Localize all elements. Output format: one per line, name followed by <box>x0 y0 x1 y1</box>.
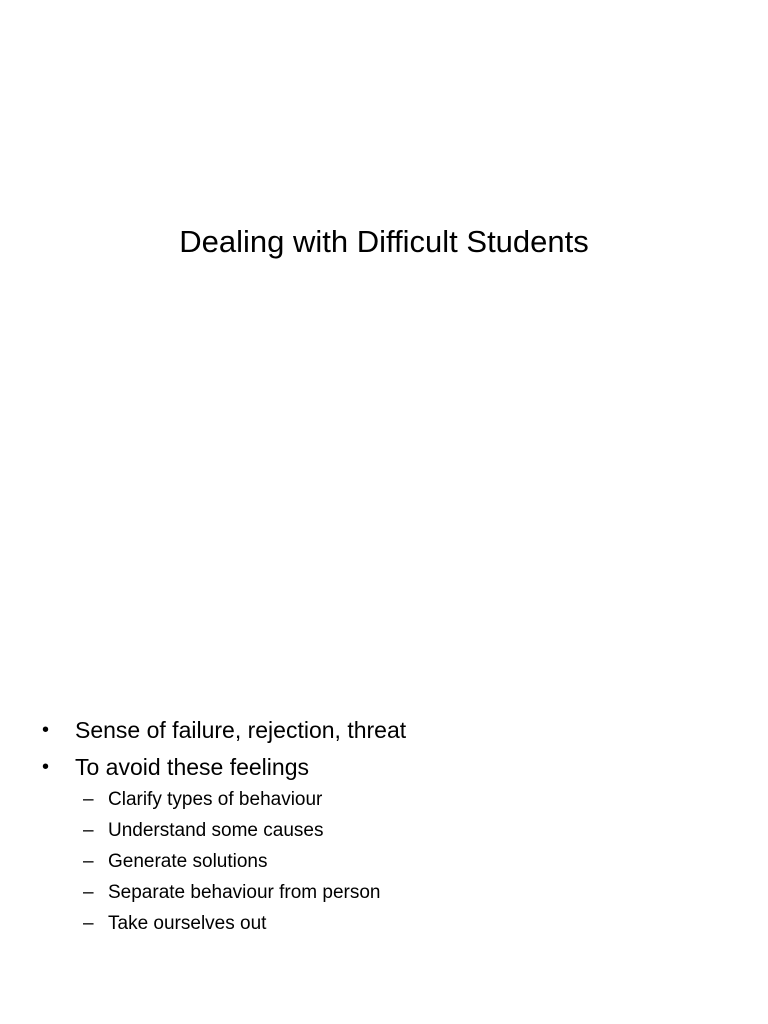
bullet-text: To avoid these feelings <box>75 754 309 780</box>
dash-marker: – <box>83 789 94 810</box>
bullet-item <box>40 751 740 939</box>
bullet-text: Sense of failure, rejection, threat <box>75 717 407 743</box>
dash-marker: – <box>83 820 94 841</box>
bullet-list <box>40 714 740 944</box>
bullet-item <box>40 714 740 746</box>
bullet-marker: • <box>42 719 50 741</box>
sub-bullet-item <box>75 877 740 908</box>
sub-bullet-item <box>75 846 740 877</box>
sub-bullet-item <box>75 784 740 815</box>
dash-marker: – <box>83 882 94 903</box>
dash-marker: – <box>83 913 94 934</box>
dash-marker: – <box>83 851 94 872</box>
sub-bullet-text: Generate solutions <box>108 851 268 872</box>
slide-title: Dealing with Difficult Students <box>179 224 589 259</box>
sub-bullet-text: Understand some causes <box>108 820 324 841</box>
sub-bullet-item <box>75 815 740 846</box>
sub-bullet-text: Separate behaviour from person <box>108 882 381 903</box>
sub-bullet-text: Take ourselves out <box>108 913 267 934</box>
sub-bullet-text: Clarify types of behaviour <box>108 789 323 810</box>
bullet-marker: • <box>42 756 50 778</box>
sub-bullet-list <box>75 784 740 939</box>
sub-bullet-item <box>75 908 740 939</box>
